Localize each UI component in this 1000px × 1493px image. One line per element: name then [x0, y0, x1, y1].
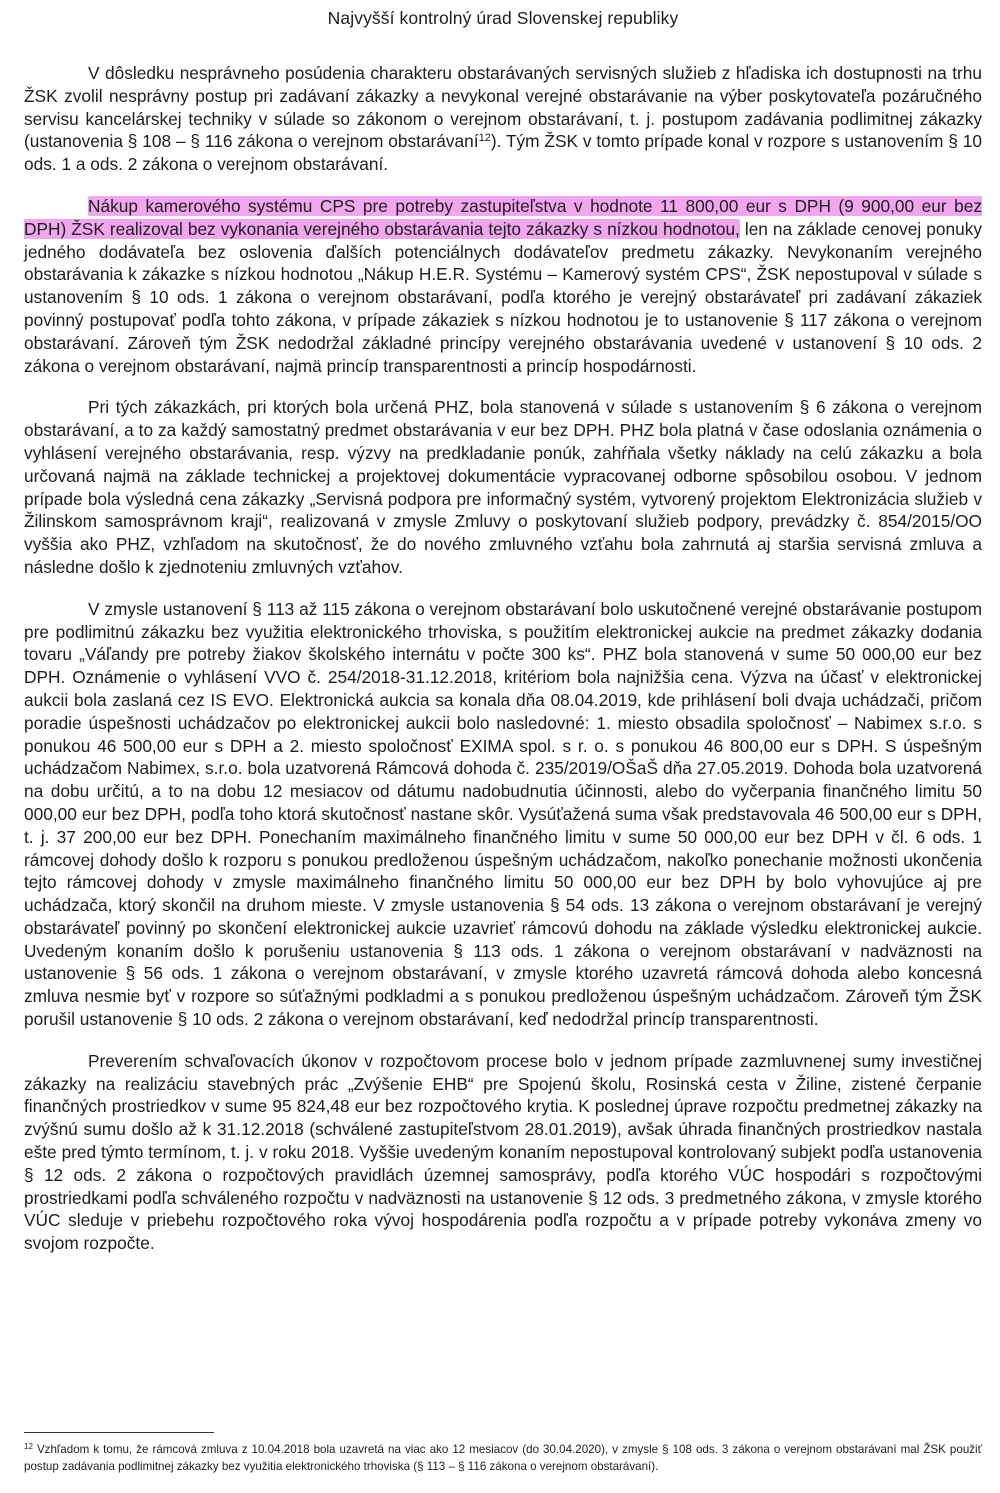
- paragraph-camera-system: [24, 195, 982, 377]
- page-header: Najvyšší kontrolný úrad Slovenskej republiky: [327, 8, 679, 28]
- footnote-number: 12: [24, 1442, 33, 1451]
- document-body: [24, 62, 982, 1255]
- highlighted-text: Nákup kamerového systému CPS pre potreby zastupiteľstva v hodnote 11 800,00 eur s DPH (9 900,00 eur bez DPH) ŽSK realizoval bez vykonania verejného obstarávania tejto zákazky s nízkou hodnotou,: [24, 195, 982, 239]
- paragraph-budget-process: Preverením schvaľovacích úkonov v rozpočtovom procese bolo v jednom prípade zazmluvnenej sumy investičnej zákazky na realizáciu stavebných prác „Zvýšenie EHB“ pre Spojenú školu, Rosinská cesta v Žiline, zistené čerpanie finančných prostriedkov v sume 95 824,48 eur bez rozpočtového krytia. K poslednej úprave rozpočtu predmetnej zákazky na zvýšnú sumu došlo až k 31.12.2018 (schválené zastupiteľstvom 28.01.2019), avšak úhrada finančných prostriedkov nastala ešte pred týmto termínom, t. j. v roku 2018. Vyššie uvedeným konaním nepostupoval kontrolovaný subjekt podľa ustanovenia § 12 ods. 2 zákona o rozpočtových pravidlách územnej samosprávy, podľa ktorého VÚC hospodári s rozpočtovými prostriedkami podľa schváleného rozpočtu v nadväznosti na ustanovenie § 12 ods. 3 predmetného zákona, v zmysle ktorého VÚC sleduje v priebehu rozpočtového roka vývoj hospodárenia podľa rozpočtu a v prípade potreby vykonáva zmeny vo svojom rozpočte.: [24, 1050, 982, 1254]
- footnote-divider: [24, 1432, 214, 1433]
- paragraph-electronic-auction: V zmysle ustanovení § 113 až 115 zákona o verejnom obstarávaní bolo uskutočnené verejné obstarávanie postupom pre podlimitnú zákazku bez využitia elektronického trhoviska, s použitím elektronickej aukcie na predmet zákazky dodania tovaru „Váľandy pre potreby žiakov školského internátu v počte 300 ks“. PHZ bola stanovená v sume 50 000,00 eur bez DPH. Oznámenie o vyhlásení VVO č. 254/2018-31.12.2018, kritériom bola najnižšia cena. Výzva na účasť v elektronickej aukcii bola zaslaná cez IS EVO. Elektronická aukcia sa konala dňa 08.04.2019, kde prihlásení boli dvaja uchádzači, pričom poradie úspešnosti uchádzačov po elektronickej aukcii bolo nasledovné: 1. miesto obsadila spoločnosť – Nabimex s.r.o. s ponukou 46 500,00 eur s DPH a 2. miesto spoločnosť EXIMA spol. s r. o. s ponukou 46 800,00 eur s DPH. S úspešným uchádzačom Nabimex, s.r.o. bola uzatvorená Rámcová dohoda č. 235/2019/OŠaŠ dňa 27.05.2019. Dohoda bola uzatvorená na dobu určitú, a to na dobu 12 mesiacov od dátumu nadobudnutia účinnosti, alebo do vyčerpania finančného limitu 50 000,00 eur bez DPH, podľa toho ktorá skutočnosť nastane skôr. Vysúťažená suma však predstavovala 46 500,00 eur s DPH, t. j. 37 200,00 eur bez DPH. Ponechaním maximálneho finančného limitu v sume 50 000,00 eur bez DPH v čl. 6 ods. 1 rámcovej dohody došlo k rozporu s ponukou predloženou úspešným uchádzačom, nakoľko ponechanie možnosti ukončenia tejto rámcovej dohody v zmysle maximálneho finančného limitu 50 000,00 eur bez DPH by bolo vyhovujúce aj pre uchádzača, ktorý skončil na druhom mieste. V zmysle ustanovenia § 54 ods. 13 zákona o verejnom obstarávaní je verejný obstarávateľ povinný po skončení elektronickej aukcie uzavrieť rámcovú dohodu na základe výsledku elektronickej aukcie. Uvedeným konaním došlo k porušeniu ustanovenia § 113 ods. 1 zákona o verejnom obstarávaní v nadväznosti na ustanovenie § 56 ods. 1 zákona o verejnom obstarávaní, v zmysle ktorého uzavretá rámcová dohoda alebo koncesná zmluva nesmie byť v rozpore so súťažnými podkladmi a s ponukou predloženou úspešným uchádzačom. Zároveň tým ŽSK porušil ustanovenie § 10 ods. 2 zákona o verejnom obstarávaní, keď nedodržal princíp transparentnosti.: [24, 598, 982, 1030]
- footnote-text: Vzhľadom k tomu, že rámcová zmluva z 10.04.2018 bola uzavretá na viac ako 12 mesiacov (do 30.04.2020), v zmysle § 108 ods. 3 zákona o verejnom obstarávaní mal ŽSK použiť postup zadávania podlimitnej zákazky bez využitia elektronického trhoviska (§ 113 – § 116 zákona o verejnom obstarávaní).: [24, 1443, 982, 1473]
- footnote: [24, 1441, 982, 1475]
- paragraph-text: V dôsledku nesprávneho posúdenia charakteru obstarávaných servisných služieb z hľadiska ich dostupnosti na trhu ŽSK zvolil nesprávny postup pri zadávaní zákazky a nevykonal verejné obstarávanie na výber poskytovateľa pozáručného servisu kancelárskej techniky v súlade so zákonom o verejnom obstarávaní, t. j. postupom zadávania podlimitnej zákazky (ustanovenia § 108 – § 116 zákona o verejnom obstarávaní: [24, 63, 982, 152]
- paragraph-office-equipment-service: [24, 62, 982, 176]
- footnote-reference: 12: [478, 132, 491, 145]
- paragraph-phz: Pri tých zákazkách, pri ktorých bola určená PHZ, bola stanovená v súlade s ustanovením § 6 zákona o verejnom obstarávaní, a to za každý samostatný predmet obstarávania v eur bez DPH. PHZ bola platná v čase odoslania oznámenia o vyhlásení verejného obstarávania, resp. výzvy na predkladanie ponúk, zahŕňala všetky náklady na celú zákazku a bola určovaná najmä na základe technickej a projektovej dokumentácie vypracovanej odborne spôsobilou osobou. V jednom prípade bola výsledná cena zákazky „Servisná podpora pre informačný systém, vytvorený projektom Elektronizácia služieb v Žilinskom samosprávnom kraji“, realizovaná v zmysle Zmluvy o poskytovaní služieb podpory, prevádzky č. 854/2015/OO vyššia ako PHZ, vzhľadom na skutočnosť, že do nového zmluvného vzťahu bola zahrnutá aj staršia servisná zmluva a následne došlo k zjednoteniu zmluvných vzťahov.: [24, 397, 982, 577]
- paragraph-text: ). Tým ŽSK v tomto prípade konal v rozpore s ustanovením § 10 ods. 1 a ods. 2 zákona o verejnom obstarávaní.: [24, 131, 982, 175]
- paragraph-text: len na základe cenovej ponuky jedného dodávateľa bez oslovenia ďalších potenciálnych dodávateľov predmetu zákazky. Nevykonaním verejného obstarávania k zákazke s nízkou hodnotou „Nákup H.E.R. Systému – Kamerový systém CPS“, ŽSK nepostupoval v súlade s ustanovením § 10 ods. 1 zákona o verejnom obstarávaní, podľa ktorého je verejný obstarávateľ pri zadávaní zákaziek povinný postupovať podľa tohto zákona, v prípade zákaziek s nízkou hodnotou je to ustanovenie § 117 zákona o verejnom obstarávaní. Zároveň tým ŽSK nedodržal základné princípy verejného obstarávania uvedené v ustanovení § 10 ods. 2 zákona o verejnom obstarávaní, najmä princíp transparentnosti a princíp hospodárnosti.: [24, 218, 982, 376]
